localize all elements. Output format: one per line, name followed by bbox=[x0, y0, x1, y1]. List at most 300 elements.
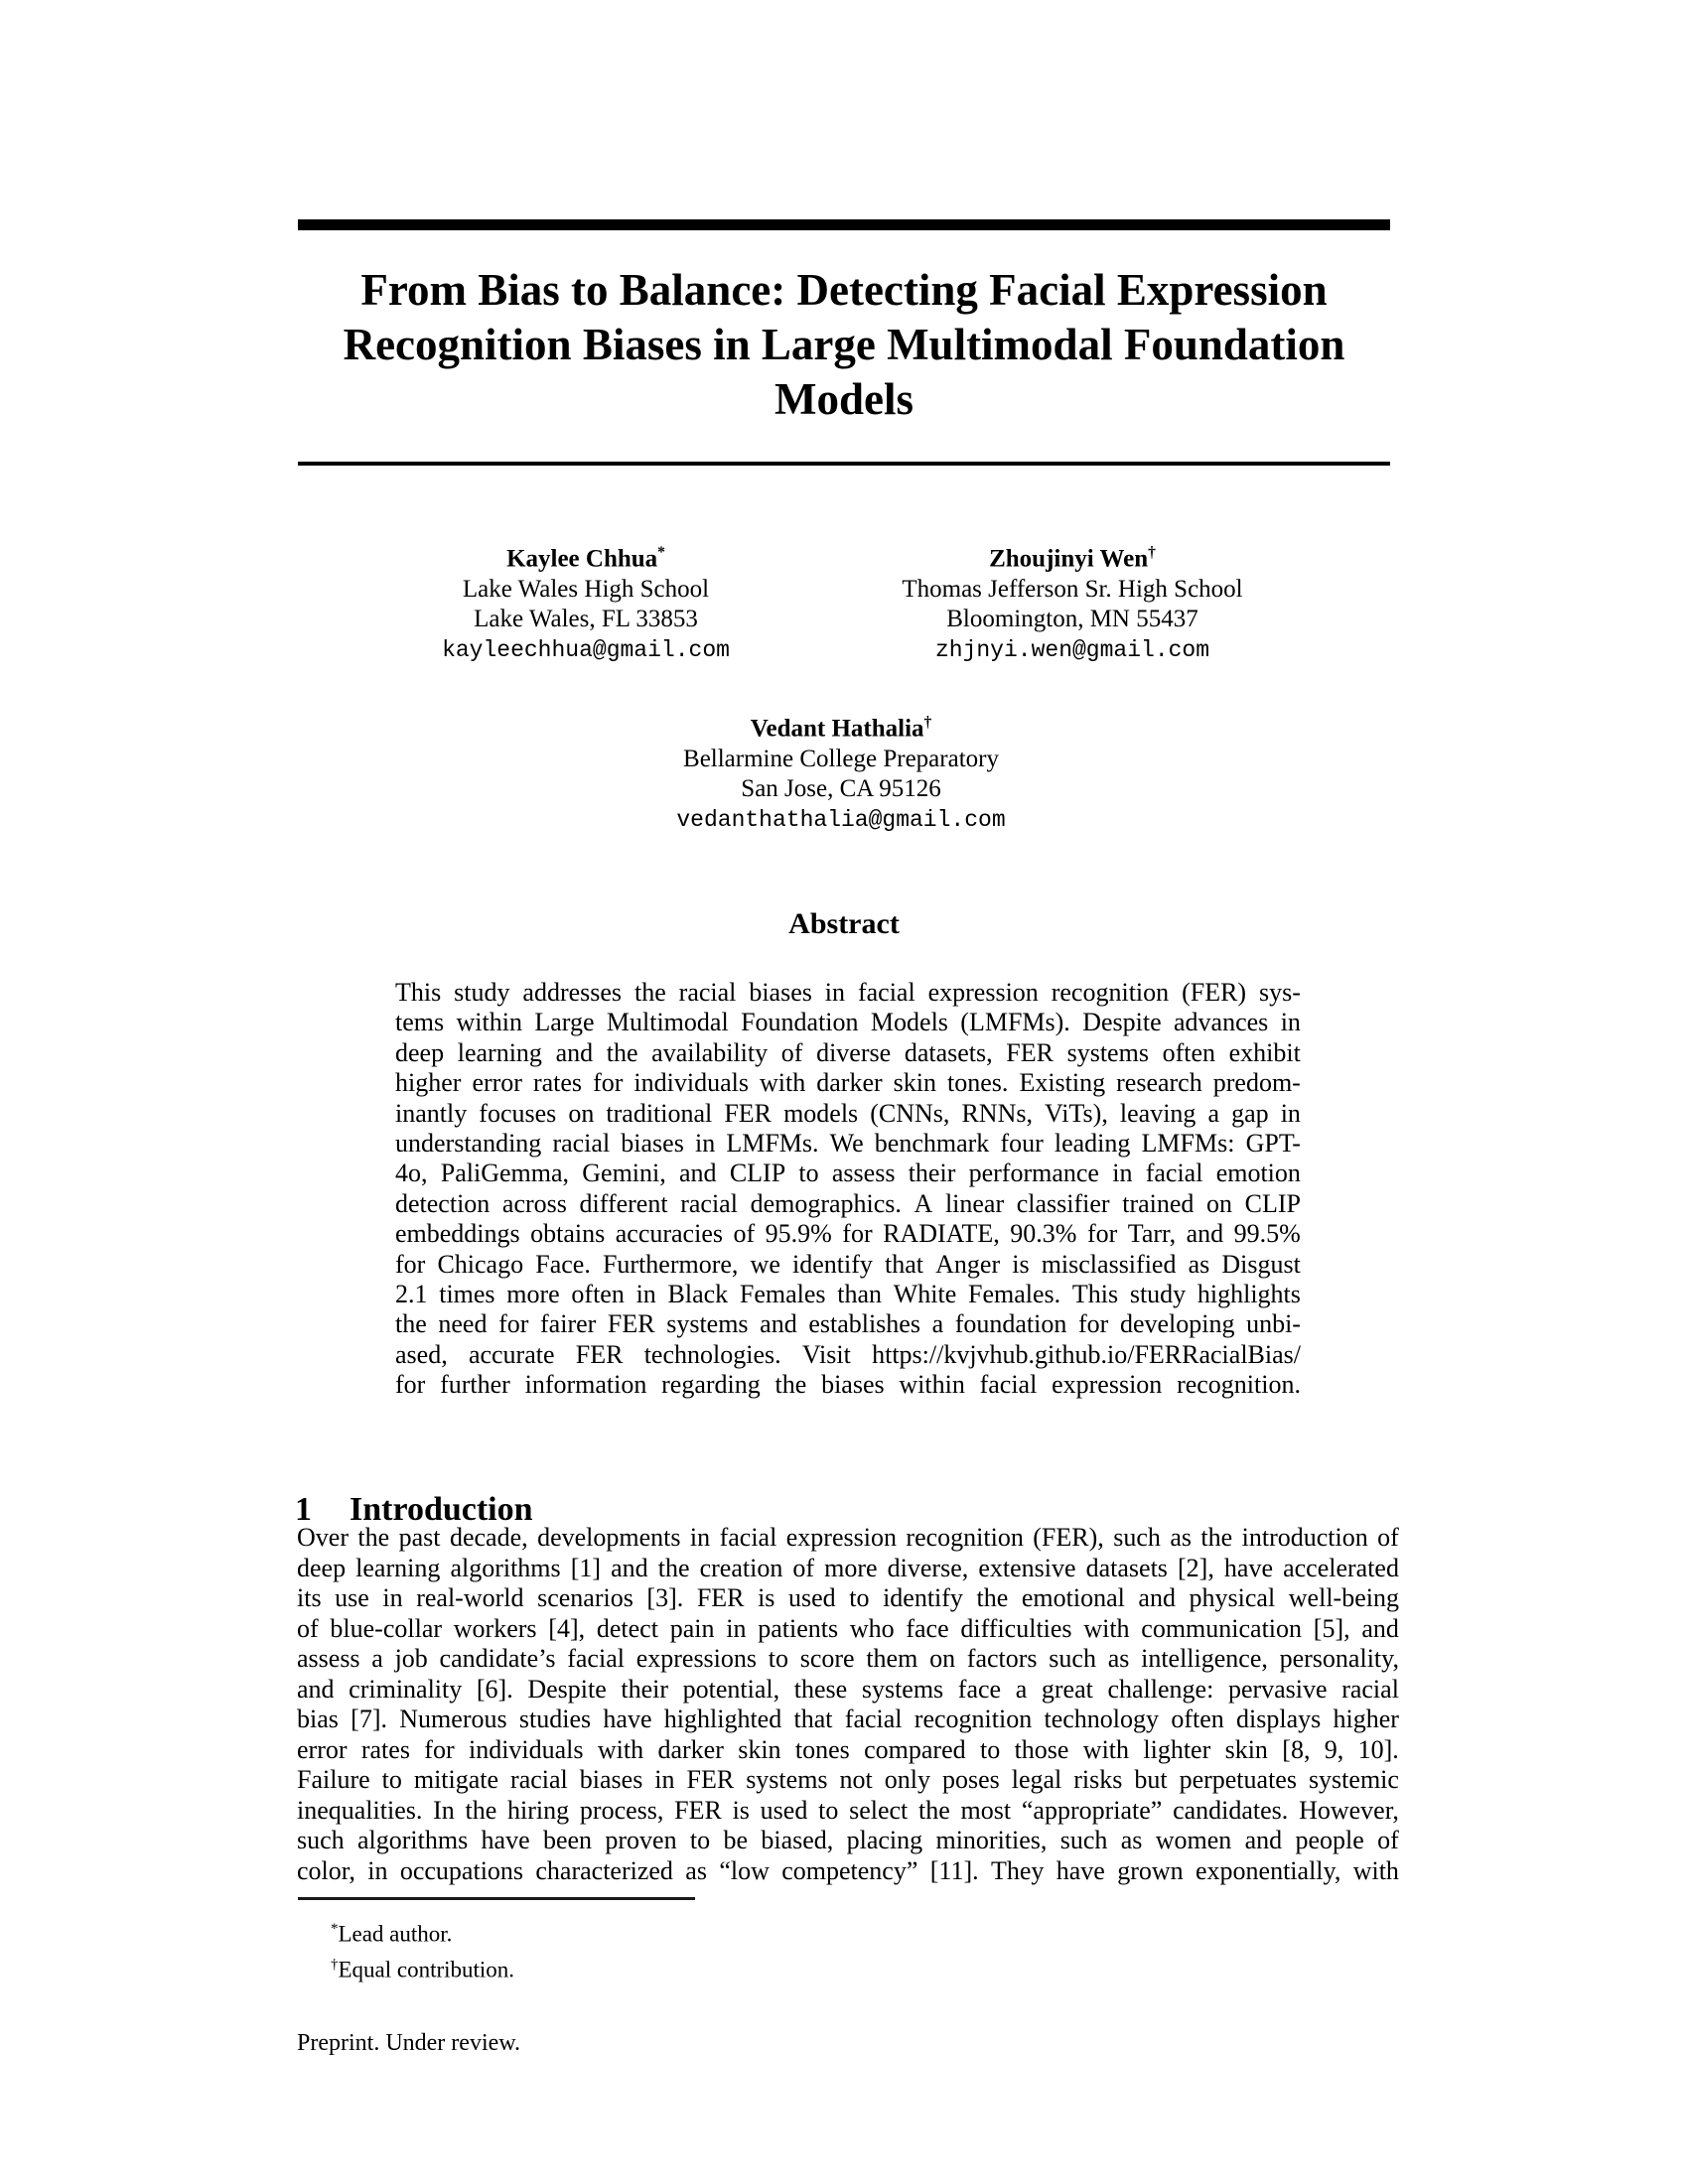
word: RNNs, bbox=[961, 1098, 1033, 1128]
word: of bbox=[1377, 1826, 1399, 1855]
word: higher bbox=[395, 1068, 462, 1098]
word: Furthermore, bbox=[602, 1249, 739, 1279]
word: a bbox=[371, 1644, 383, 1674]
word: to bbox=[798, 1159, 819, 1188]
word: racial bbox=[678, 978, 737, 1007]
word: developments bbox=[537, 1523, 681, 1552]
word: scenarios bbox=[537, 1583, 633, 1613]
author-footnote-mark: * bbox=[657, 544, 665, 561]
word: exhibit bbox=[1228, 1037, 1301, 1067]
word: error bbox=[472, 1068, 522, 1098]
word: these bbox=[793, 1674, 848, 1704]
title-line: Models bbox=[774, 374, 914, 424]
word: times bbox=[439, 1279, 495, 1308]
author-address: Bloomington, MN 55437 bbox=[946, 606, 1198, 633]
word: than bbox=[837, 1279, 883, 1308]
title-line: From Bias to Balance: Detecting Facial Expression bbox=[360, 265, 1328, 315]
word: advances bbox=[1174, 1008, 1269, 1037]
word: biases bbox=[749, 978, 812, 1007]
word: diverse, bbox=[887, 1553, 969, 1582]
word: 10]. bbox=[1357, 1734, 1399, 1764]
word: predom- bbox=[1212, 1068, 1301, 1098]
word: perpetuates bbox=[1179, 1765, 1297, 1795]
word: with bbox=[1352, 1856, 1399, 1886]
word: systems bbox=[746, 1765, 828, 1795]
introduction-line bbox=[297, 1614, 1399, 1645]
word: Disgust bbox=[1221, 1249, 1301, 1279]
word: for bbox=[593, 1068, 624, 1098]
word: We bbox=[829, 1128, 864, 1158]
word: a bbox=[1015, 1674, 1028, 1704]
word: 9, bbox=[1324, 1734, 1344, 1764]
word: mitigate bbox=[413, 1765, 499, 1795]
author-footnote-mark: † bbox=[1148, 544, 1156, 561]
word: those bbox=[1014, 1734, 1069, 1764]
word: physical bbox=[1189, 1583, 1276, 1613]
word: [7]. bbox=[351, 1705, 387, 1734]
word: recognition bbox=[906, 1523, 1024, 1552]
word: 90.3% bbox=[1010, 1219, 1077, 1249]
word: compared bbox=[864, 1734, 966, 1764]
footnote-text: Equal contribution. bbox=[338, 1957, 515, 1982]
word: criminality bbox=[349, 1674, 463, 1704]
word: in bbox=[689, 1523, 711, 1552]
word: ViTs), bbox=[1045, 1098, 1108, 1128]
word: Existing bbox=[1019, 1068, 1106, 1098]
word: individuals bbox=[468, 1734, 584, 1764]
word: only bbox=[884, 1765, 930, 1795]
word: the bbox=[774, 1370, 807, 1400]
abstract-heading: Abstract bbox=[788, 907, 900, 940]
word: in bbox=[1280, 1008, 1301, 1037]
introduction-paragraph bbox=[297, 1523, 1399, 1887]
word: Over bbox=[297, 1523, 349, 1552]
introduction-line bbox=[297, 1826, 1399, 1856]
word: for bbox=[395, 1249, 426, 1279]
abstract-line bbox=[395, 978, 1301, 1008]
abstract-line bbox=[395, 1340, 1301, 1370]
word: [11]. bbox=[929, 1856, 979, 1886]
word: technologies. bbox=[643, 1339, 781, 1369]
introduction-line bbox=[297, 1735, 1399, 1766]
word: the bbox=[633, 978, 666, 1007]
word: skin bbox=[893, 1068, 937, 1098]
introduction-line bbox=[297, 1523, 1399, 1554]
introduction-line bbox=[297, 1705, 1399, 1735]
word: in bbox=[382, 1583, 403, 1613]
author-name bbox=[902, 538, 1242, 575]
word: who bbox=[849, 1613, 895, 1643]
word: study bbox=[454, 978, 510, 1007]
word: the bbox=[657, 1553, 690, 1582]
introduction-line bbox=[297, 1675, 1399, 1706]
word: the bbox=[465, 1795, 497, 1825]
word: facial bbox=[719, 1523, 777, 1552]
word: the bbox=[395, 1309, 427, 1339]
word: difficulties bbox=[960, 1613, 1072, 1643]
word: have bbox=[1223, 1553, 1273, 1582]
author-name bbox=[676, 708, 1005, 745]
word: recognition. bbox=[1177, 1370, 1301, 1400]
word: emotional bbox=[1021, 1583, 1125, 1613]
word: we bbox=[750, 1249, 780, 1279]
word: in bbox=[367, 1856, 388, 1886]
word: workers bbox=[453, 1613, 537, 1643]
word: on bbox=[568, 1098, 595, 1128]
word: traditional bbox=[606, 1098, 713, 1128]
word: more bbox=[506, 1279, 560, 1308]
word: blue-collar bbox=[330, 1613, 443, 1643]
abstract-body bbox=[395, 978, 1301, 1400]
word: individuals bbox=[633, 1068, 749, 1098]
word: misclassified bbox=[1041, 1249, 1177, 1279]
word: Large bbox=[534, 1008, 595, 1037]
word: facial bbox=[979, 1370, 1038, 1400]
word: often bbox=[1171, 1705, 1224, 1734]
word: them bbox=[866, 1644, 918, 1674]
word: https://kvjvhub.github.io/FERRacialBias/ bbox=[872, 1339, 1301, 1369]
word: higher bbox=[1333, 1705, 1399, 1734]
word: facial bbox=[857, 978, 915, 1007]
author-block-1 bbox=[442, 538, 730, 665]
word: FER bbox=[674, 1795, 722, 1825]
word: often bbox=[1162, 1037, 1215, 1067]
word: classifier bbox=[1016, 1188, 1110, 1218]
word: decade, bbox=[449, 1523, 528, 1552]
author-footnote-mark: † bbox=[923, 714, 932, 731]
word: expression bbox=[927, 978, 1039, 1007]
word: models bbox=[783, 1098, 859, 1128]
word: for bbox=[1078, 1309, 1109, 1339]
word: algorithms bbox=[357, 1826, 469, 1855]
title-line: Recognition Biases in Large Multimodal Foundation bbox=[343, 320, 1345, 369]
word: their bbox=[908, 1159, 956, 1188]
word: intelligence, bbox=[1141, 1644, 1268, 1674]
word: used bbox=[760, 1795, 808, 1825]
word: potential, bbox=[682, 1674, 780, 1704]
word: to bbox=[818, 1795, 839, 1825]
word: They bbox=[990, 1856, 1045, 1886]
word: biased, bbox=[761, 1826, 834, 1855]
word: the bbox=[918, 1795, 950, 1825]
word: studies bbox=[518, 1705, 592, 1734]
word: to bbox=[849, 1583, 870, 1613]
word: demographics. bbox=[750, 1188, 902, 1218]
word: linear bbox=[944, 1188, 1005, 1218]
word: accelerated bbox=[1283, 1553, 1399, 1582]
word: such bbox=[297, 1826, 345, 1855]
word: their bbox=[621, 1674, 669, 1704]
word: characterized bbox=[535, 1856, 673, 1886]
abstract-line bbox=[395, 1219, 1301, 1249]
word: biases bbox=[579, 1765, 643, 1795]
word: inantly bbox=[395, 1098, 468, 1128]
word: assess bbox=[297, 1644, 360, 1674]
word: tones. bbox=[947, 1068, 1009, 1098]
word: face bbox=[957, 1674, 1002, 1704]
word: biases bbox=[621, 1128, 684, 1158]
word: minorities, bbox=[935, 1826, 1048, 1855]
word: for bbox=[842, 1219, 873, 1249]
word: within bbox=[456, 1008, 522, 1037]
word: be bbox=[723, 1826, 749, 1855]
author-name-text: Zhoujinyi Wen bbox=[989, 545, 1149, 573]
word: factors bbox=[966, 1644, 1038, 1674]
introduction-line bbox=[297, 1796, 1399, 1827]
word: accuracies bbox=[615, 1219, 723, 1249]
word: Gemini, bbox=[582, 1159, 666, 1188]
word: for bbox=[424, 1734, 455, 1764]
word: in bbox=[694, 1128, 716, 1158]
section-title: Introduction bbox=[350, 1491, 533, 1528]
author-email: kayleechhua@gmail.com bbox=[442, 636, 730, 663]
word: algorithms bbox=[450, 1553, 561, 1582]
word: obtains bbox=[530, 1219, 606, 1249]
word: for bbox=[498, 1309, 529, 1339]
word: displays bbox=[1236, 1705, 1322, 1734]
word: recognition bbox=[914, 1705, 1033, 1734]
abstract-line bbox=[395, 1038, 1301, 1068]
word: PaliGemma, bbox=[440, 1159, 570, 1188]
word: benchmark bbox=[874, 1128, 990, 1158]
word: four bbox=[1000, 1128, 1044, 1158]
word: RADIATE, bbox=[883, 1219, 1000, 1249]
word: facial bbox=[567, 1644, 625, 1674]
footnote-equal-contribution bbox=[331, 1950, 514, 1985]
word: job bbox=[394, 1644, 428, 1674]
word: to bbox=[381, 1765, 402, 1795]
word: identify bbox=[883, 1583, 963, 1613]
paper-title bbox=[298, 263, 1390, 427]
word: 2.1 bbox=[395, 1279, 428, 1308]
word: in bbox=[654, 1765, 675, 1795]
word: Despite bbox=[1082, 1008, 1162, 1037]
word: error bbox=[297, 1734, 348, 1764]
abstract-line bbox=[395, 1280, 1301, 1309]
word: is bbox=[758, 1583, 775, 1613]
word: FER bbox=[724, 1098, 772, 1128]
word: further bbox=[440, 1370, 510, 1400]
word: and bbox=[297, 1674, 335, 1704]
word: to bbox=[979, 1734, 1001, 1764]
word: This bbox=[1071, 1279, 1119, 1308]
word: different bbox=[579, 1188, 668, 1218]
word: pervasive bbox=[1227, 1674, 1328, 1704]
word: systems bbox=[666, 1309, 749, 1339]
word: accurate bbox=[468, 1339, 555, 1369]
word: regarding bbox=[661, 1370, 761, 1400]
word: darker bbox=[657, 1734, 724, 1764]
word: [3]. bbox=[646, 1583, 684, 1613]
abstract-line bbox=[395, 1309, 1301, 1339]
word: within bbox=[899, 1370, 965, 1400]
word: occupations bbox=[399, 1856, 524, 1886]
word: Foundation bbox=[741, 1008, 859, 1037]
word: Females. bbox=[968, 1279, 1061, 1308]
word: as bbox=[685, 1856, 707, 1886]
word: facial bbox=[1145, 1159, 1203, 1188]
word: have bbox=[481, 1826, 530, 1855]
word: unbi- bbox=[1246, 1309, 1301, 1339]
word: However, bbox=[1299, 1795, 1399, 1825]
word: rates bbox=[360, 1734, 410, 1764]
word: datasets bbox=[1085, 1553, 1168, 1582]
word: and bbox=[555, 1037, 594, 1067]
word: placing bbox=[846, 1826, 923, 1855]
word: [1] bbox=[570, 1553, 602, 1582]
word: pain bbox=[669, 1613, 715, 1643]
footnote-lead-author bbox=[331, 1914, 514, 1950]
word: FER bbox=[696, 1583, 745, 1613]
preprint-note: Preprint. Under review. bbox=[297, 2030, 521, 2056]
word: (LMFMs). bbox=[960, 1008, 1070, 1037]
word: challenge: bbox=[1107, 1674, 1214, 1704]
word: with bbox=[1083, 1613, 1130, 1643]
word: [2], bbox=[1178, 1553, 1214, 1582]
word: addresses bbox=[522, 978, 623, 1007]
word: most bbox=[960, 1795, 1012, 1825]
word: inequalities. bbox=[297, 1795, 423, 1825]
word: select bbox=[849, 1795, 909, 1825]
abstract-line bbox=[395, 1159, 1301, 1188]
author-block-3 bbox=[676, 708, 1005, 835]
word: skin bbox=[1224, 1734, 1268, 1764]
word: color, bbox=[297, 1856, 355, 1886]
author-block-2 bbox=[902, 538, 1242, 665]
word: hiring bbox=[507, 1795, 570, 1825]
word: as bbox=[1120, 1826, 1143, 1855]
word: on bbox=[1206, 1188, 1233, 1218]
word: Chicago bbox=[437, 1249, 524, 1279]
word: introduction bbox=[1241, 1523, 1368, 1552]
word: leaving bbox=[1119, 1098, 1196, 1128]
word: such bbox=[1059, 1826, 1108, 1855]
footnotes bbox=[298, 1914, 514, 1984]
word: Black bbox=[667, 1279, 729, 1308]
word: embeddings bbox=[395, 1219, 520, 1249]
word: understanding bbox=[395, 1128, 542, 1158]
word: “low bbox=[719, 1856, 770, 1886]
word: study bbox=[1129, 1279, 1187, 1308]
word: as bbox=[1107, 1644, 1130, 1674]
word: (FER) bbox=[1182, 978, 1247, 1007]
word: FER bbox=[1006, 1037, 1054, 1067]
word: its bbox=[297, 1583, 322, 1613]
author-affiliation: Bellarmine College Preparatory bbox=[683, 745, 999, 772]
word: more bbox=[824, 1553, 878, 1582]
word: and bbox=[679, 1159, 717, 1188]
word: of bbox=[733, 1219, 756, 1249]
introduction-line bbox=[297, 1583, 1399, 1614]
word: FER bbox=[686, 1765, 735, 1795]
word: not bbox=[839, 1765, 873, 1795]
footnote-text: Lead author. bbox=[338, 1921, 453, 1947]
word: with bbox=[760, 1068, 806, 1098]
word: the bbox=[357, 1523, 390, 1552]
word: LMFMs. bbox=[726, 1128, 819, 1158]
word: been bbox=[542, 1826, 593, 1855]
word: (FER), bbox=[1033, 1523, 1104, 1552]
word: in bbox=[824, 978, 846, 1007]
word: real-world bbox=[416, 1583, 524, 1613]
word: competency” bbox=[781, 1856, 918, 1886]
author-name bbox=[442, 538, 730, 575]
word: detection bbox=[395, 1188, 491, 1218]
word: systems bbox=[861, 1674, 944, 1704]
author-affiliation: Thomas Jefferson Sr. High School bbox=[902, 575, 1243, 603]
word: expressions bbox=[635, 1644, 758, 1674]
word: often bbox=[571, 1279, 625, 1308]
introduction-line bbox=[297, 1644, 1399, 1675]
author-affiliation: Lake Wales High School bbox=[462, 575, 710, 603]
word: tones bbox=[794, 1734, 850, 1764]
introduction-line bbox=[297, 1765, 1399, 1796]
word: great bbox=[1041, 1674, 1093, 1704]
word: sys- bbox=[1259, 978, 1301, 1007]
word: as bbox=[1188, 1249, 1210, 1279]
word: Despite bbox=[527, 1674, 607, 1704]
author-address: Lake Wales, FL 33853 bbox=[474, 606, 698, 633]
word: Failure bbox=[297, 1765, 370, 1795]
word: on bbox=[929, 1644, 956, 1674]
word: White bbox=[893, 1279, 957, 1308]
word: legal bbox=[1011, 1765, 1062, 1795]
word: information bbox=[524, 1370, 647, 1400]
word: lighter bbox=[1143, 1734, 1211, 1764]
word: Tarr, bbox=[1127, 1219, 1177, 1249]
word: In bbox=[433, 1795, 455, 1825]
word: and bbox=[1138, 1583, 1176, 1613]
word: used bbox=[788, 1583, 836, 1613]
word: darker bbox=[816, 1068, 883, 1098]
word: with bbox=[597, 1734, 644, 1764]
title-rule-bottom bbox=[298, 462, 1390, 466]
word: learning bbox=[457, 1037, 542, 1067]
word: [6]. bbox=[476, 1674, 513, 1704]
word: of bbox=[297, 1613, 319, 1643]
word: deep bbox=[297, 1553, 347, 1582]
word: leading bbox=[1054, 1128, 1131, 1158]
author-email: zhjnyi.wen@gmail.com bbox=[934, 636, 1210, 663]
word: racial bbox=[552, 1128, 611, 1158]
word: Numerous bbox=[399, 1705, 507, 1734]
word: but bbox=[1134, 1765, 1168, 1795]
word: establishes bbox=[808, 1309, 920, 1339]
word: focuses bbox=[479, 1098, 557, 1128]
author-name-text: Kaylee Chhua bbox=[506, 545, 658, 573]
word: Face. bbox=[535, 1249, 591, 1279]
word: such bbox=[1113, 1523, 1161, 1552]
word: the bbox=[1200, 1523, 1233, 1552]
introduction-line bbox=[297, 1856, 1399, 1887]
word: assess bbox=[831, 1159, 896, 1188]
word: well-being bbox=[1288, 1583, 1399, 1613]
word: is bbox=[732, 1795, 750, 1825]
word: highlights bbox=[1196, 1279, 1301, 1308]
word: highlighted bbox=[663, 1705, 782, 1734]
word: 4o, bbox=[395, 1159, 428, 1188]
title-rule-top bbox=[298, 219, 1390, 230]
word: candidates. bbox=[1173, 1795, 1289, 1825]
word: is bbox=[1012, 1249, 1030, 1279]
word: gap bbox=[1231, 1098, 1269, 1128]
word: that bbox=[885, 1249, 923, 1279]
word: proven bbox=[605, 1826, 677, 1855]
word: detect bbox=[596, 1613, 658, 1643]
word: of bbox=[780, 1037, 803, 1067]
word: CLIP bbox=[1244, 1188, 1301, 1218]
abstract-line bbox=[395, 1250, 1301, 1280]
